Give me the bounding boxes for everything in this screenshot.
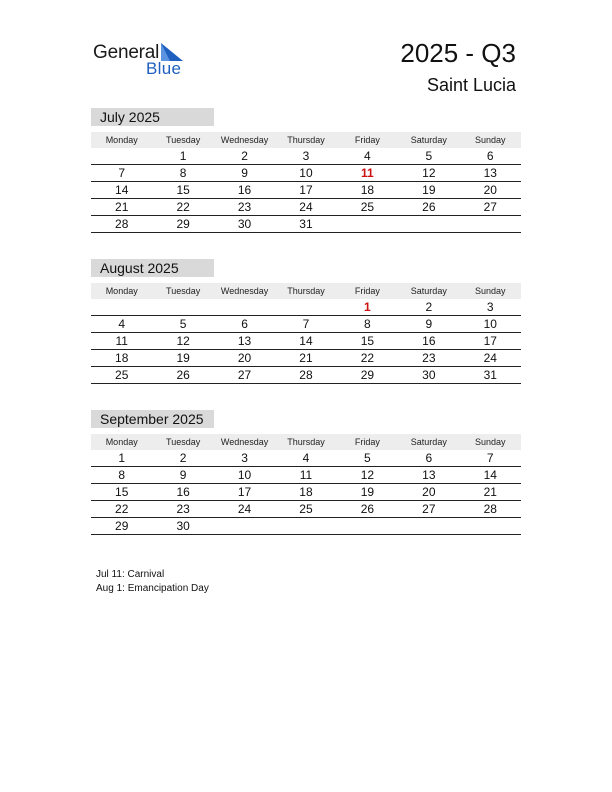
empty-day-cell [398, 518, 459, 535]
day-cell: 18 [337, 182, 398, 199]
day-cell: 7 [91, 165, 152, 182]
day-cell: 22 [337, 350, 398, 367]
day-cell: 13 [214, 333, 275, 350]
month-block-september [91, 410, 521, 535]
day-cell: 10 [460, 316, 521, 333]
week-row [91, 316, 521, 333]
day-cell: 15 [91, 484, 152, 501]
day-cell: 21 [91, 199, 152, 216]
day-cell: 21 [460, 484, 521, 501]
weekday-header: Monday [91, 132, 152, 148]
empty-day-cell [460, 518, 521, 535]
day-cell: 25 [337, 199, 398, 216]
country-name: Saint Lucia [426, 75, 516, 95]
day-cell: 14 [460, 467, 521, 484]
month-block-july [91, 108, 521, 233]
day-cell: 24 [460, 350, 521, 367]
weekday-header: Friday [337, 283, 398, 299]
week-row [91, 367, 521, 384]
empty-day-cell [91, 299, 152, 316]
day-cell: 6 [214, 316, 275, 333]
empty-day-cell [398, 216, 459, 233]
day-cell: 12 [337, 467, 398, 484]
weekday-header: Monday [91, 283, 152, 299]
day-cell: 25 [91, 367, 152, 384]
day-cell: 23 [214, 199, 275, 216]
day-cell: 3 [275, 148, 336, 165]
weekday-header: Saturday [398, 434, 459, 450]
weekday-header: Wednesday [214, 132, 275, 148]
day-cell: 18 [275, 484, 336, 501]
weekday-header: Tuesday [152, 434, 213, 450]
weekday-header: Sunday [460, 132, 521, 148]
day-cell: 11 [91, 333, 152, 350]
day-cell: 30 [152, 518, 213, 535]
day-cell: 4 [275, 450, 336, 467]
day-cell: 24 [214, 501, 275, 518]
day-cell: 15 [152, 182, 213, 199]
day-cell: 27 [214, 367, 275, 384]
weekday-header: Saturday [398, 132, 459, 148]
week-row [91, 148, 521, 165]
day-cell: 1 [152, 148, 213, 165]
day-cell: 9 [398, 316, 459, 333]
day-cell: 30 [214, 216, 275, 233]
day-cell: 23 [398, 350, 459, 367]
month-calendar [91, 132, 521, 233]
day-cell: 11 [275, 467, 336, 484]
week-row [91, 450, 521, 467]
week-row [91, 501, 521, 518]
weekday-header: Wednesday [214, 283, 275, 299]
day-cell: 26 [337, 501, 398, 518]
week-row [91, 299, 521, 316]
day-cell: 9 [152, 467, 213, 484]
day-cell: 26 [152, 367, 213, 384]
day-cell: 14 [91, 182, 152, 199]
empty-day-cell [214, 518, 275, 535]
day-cell: 20 [398, 484, 459, 501]
day-cell: 26 [398, 199, 459, 216]
week-row [91, 333, 521, 350]
weekday-header: Monday [91, 434, 152, 450]
day-cell: 23 [152, 501, 213, 518]
empty-day-cell [152, 299, 213, 316]
day-cell: 28 [91, 216, 152, 233]
day-cell: 12 [152, 333, 213, 350]
day-cell: 27 [460, 199, 521, 216]
day-cell: 6 [460, 148, 521, 165]
day-cell: 17 [460, 333, 521, 350]
weekday-header: Friday [337, 132, 398, 148]
empty-day-cell [275, 518, 336, 535]
empty-day-cell [337, 216, 398, 233]
week-row [91, 518, 521, 535]
day-cell: 2 [398, 299, 459, 316]
week-row [91, 199, 521, 216]
month-calendar [91, 283, 521, 384]
month-label: July 2025 [91, 108, 214, 126]
weekday-header: Sunday [460, 434, 521, 450]
day-cell: 19 [337, 484, 398, 501]
day-cell: 15 [337, 333, 398, 350]
day-cell: 24 [275, 199, 336, 216]
logo-text-general: General [93, 42, 160, 63]
day-cell: 16 [398, 333, 459, 350]
day-cell: 2 [214, 148, 275, 165]
day-cell: 8 [337, 316, 398, 333]
weekday-header: Thursday [275, 283, 336, 299]
day-cell: 8 [152, 165, 213, 182]
day-cell: 30 [398, 367, 459, 384]
day-cell: 14 [275, 333, 336, 350]
day-cell: 29 [91, 518, 152, 535]
page-title: 2025 - Q3 [400, 38, 516, 68]
weekday-header: Wednesday [214, 434, 275, 450]
day-cell: 4 [91, 316, 152, 333]
day-cell: 20 [460, 182, 521, 199]
empty-day-cell [91, 148, 152, 165]
day-cell: 13 [460, 165, 521, 182]
day-cell: 1 [91, 450, 152, 467]
day-cell: 29 [152, 216, 213, 233]
month-block-august [91, 259, 521, 384]
day-cell: 22 [91, 501, 152, 518]
day-cell: 27 [398, 501, 459, 518]
day-cell: 28 [275, 367, 336, 384]
weekday-header: Sunday [460, 283, 521, 299]
day-cell: 28 [460, 501, 521, 518]
day-cell: 11 [337, 165, 398, 182]
day-cell: 19 [152, 350, 213, 367]
day-cell: 5 [152, 316, 213, 333]
day-cell: 1 [337, 299, 398, 316]
day-cell: 4 [337, 148, 398, 165]
day-cell: 17 [214, 484, 275, 501]
day-cell: 2 [152, 450, 213, 467]
month-label: August 2025 [91, 259, 214, 277]
day-cell: 18 [91, 350, 152, 367]
day-cell: 7 [275, 316, 336, 333]
weekday-header: Friday [337, 434, 398, 450]
weekday-header: Tuesday [152, 132, 213, 148]
day-cell: 31 [460, 367, 521, 384]
day-cell: 31 [275, 216, 336, 233]
empty-day-cell [275, 299, 336, 316]
day-cell: 6 [398, 450, 459, 467]
weekday-header: Thursday [275, 132, 336, 148]
day-cell: 7 [460, 450, 521, 467]
day-cell: 20 [214, 350, 275, 367]
day-cell: 12 [398, 165, 459, 182]
weekday-header: Thursday [275, 434, 336, 450]
day-cell: 8 [91, 467, 152, 484]
week-row [91, 216, 521, 233]
day-cell: 21 [275, 350, 336, 367]
day-cell: 10 [275, 165, 336, 182]
weekday-header: Saturday [398, 283, 459, 299]
day-cell: 25 [275, 501, 336, 518]
day-cell: 5 [398, 148, 459, 165]
empty-day-cell [214, 299, 275, 316]
empty-day-cell [460, 216, 521, 233]
logo [93, 40, 193, 80]
weekday-header: Tuesday [152, 283, 213, 299]
holiday-notes [96, 568, 209, 596]
empty-day-cell [337, 518, 398, 535]
holiday-note: Aug 1: Emancipation Day [96, 583, 209, 594]
day-cell: 3 [214, 450, 275, 467]
day-cell: 19 [398, 182, 459, 199]
day-cell: 17 [275, 182, 336, 199]
week-row [91, 467, 521, 484]
week-row [91, 182, 521, 199]
day-cell: 16 [214, 182, 275, 199]
month-label: September 2025 [91, 410, 214, 428]
month-calendar [91, 434, 521, 535]
week-row [91, 350, 521, 367]
holiday-note: Jul 11: Carnival [96, 569, 165, 580]
day-cell: 9 [214, 165, 275, 182]
day-cell: 5 [337, 450, 398, 467]
week-row [91, 484, 521, 501]
day-cell: 3 [460, 299, 521, 316]
week-row [91, 165, 521, 182]
day-cell: 13 [398, 467, 459, 484]
day-cell: 16 [152, 484, 213, 501]
day-cell: 10 [214, 467, 275, 484]
day-cell: 22 [152, 199, 213, 216]
day-cell: 29 [337, 367, 398, 384]
logo-text-blue: Blue [146, 59, 182, 78]
